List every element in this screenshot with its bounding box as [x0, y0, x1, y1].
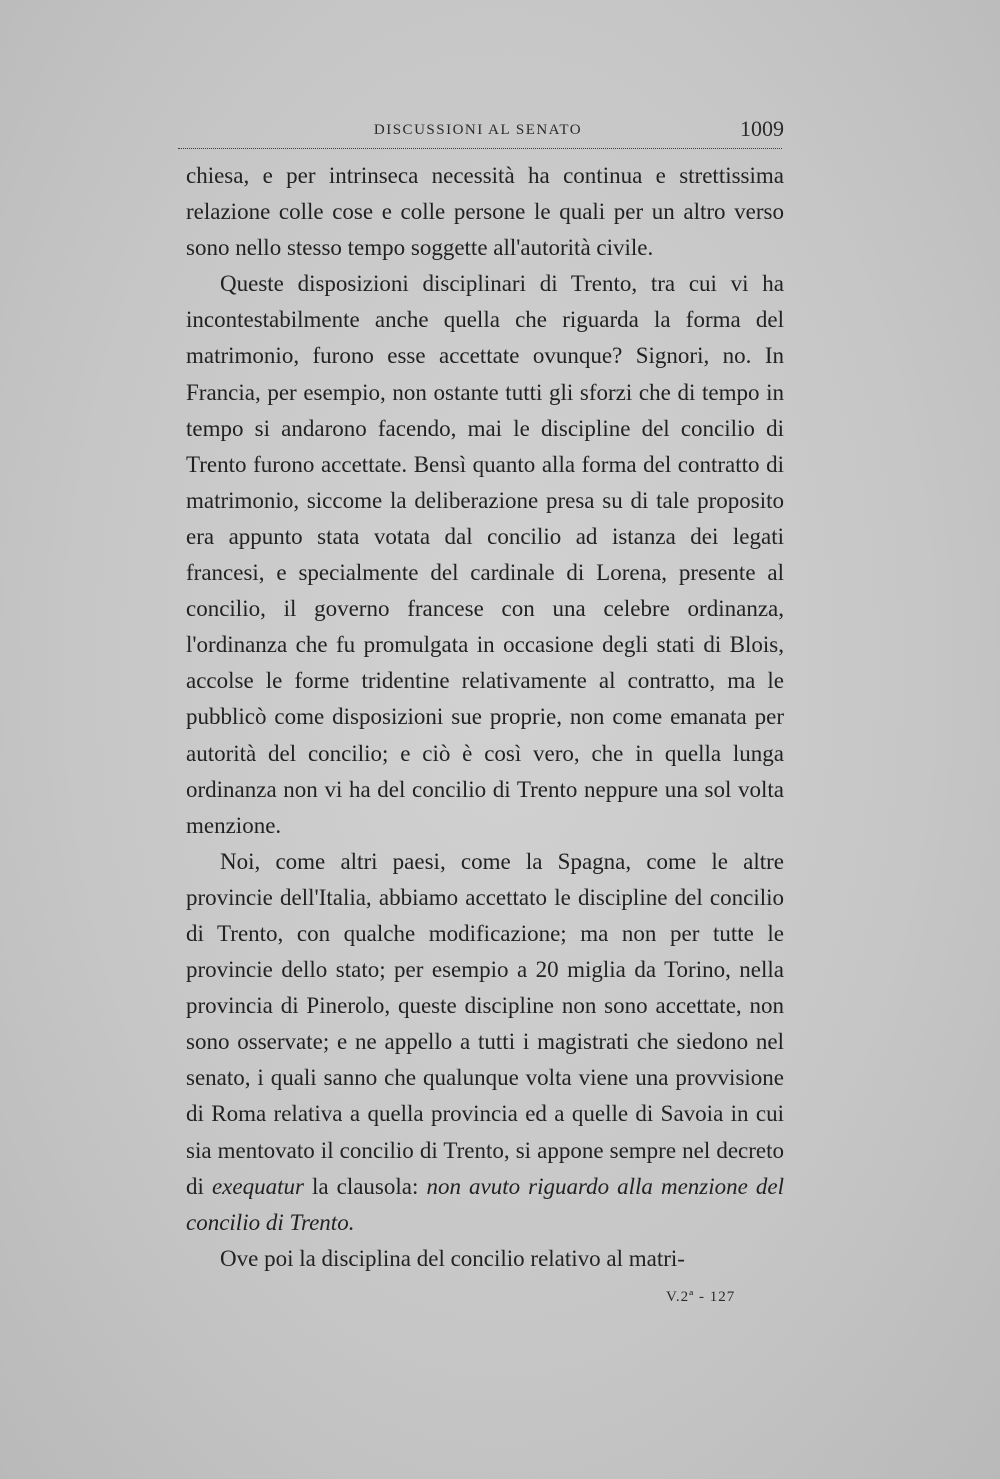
- signature-mark: V.2ª - 127: [666, 1289, 736, 1305]
- paragraph-4: Ove poi la disciplina del concilio relativo al matri-: [220, 1245, 685, 1271]
- paragraph-3: [186, 844, 784, 1241]
- italic-exequatur: exequatur: [211, 1173, 304, 1199]
- header-rule: [178, 148, 782, 149]
- page-number: 1009: [740, 116, 784, 141]
- page-header: [178, 112, 784, 152]
- paragraph-1: chiesa, e per intrinseca necessità ha continua e strettissima relazione colle cose e colle persone le quali per un altro verso sono nello stesso tempo soggette all'autorità civile.: [186, 163, 784, 261]
- running-title: DISCUSSIONI AL SENATO: [373, 122, 583, 138]
- paragraph-3-text: Noi, come altri paesi, come la Spagna, come le altre provincie dell'Italia, abbiamo accettato le discipline del concilio di Trento, con qualche modificazione; ma non per tutte le provincie dello stato; per esempio a 20 miglia da Torino, nella provincia di Pinerolo, queste discipline non sono accettate, non sono osservate; e ne appello a tutti i magistrati che siedono nel senato, i quali sanno che qualunque volta viene una provvisione di Roma relativa a quella provincia ed a quelle di Savoia in cui sia mentovato il concilio di Trento, si appone sempre nel decreto di: [186, 848, 784, 1199]
- body-text: [186, 158, 784, 1277]
- paragraph-2: Queste disposizioni disciplinari di Trento, tra cui vi ha incontestabilmente anche quella che riguarda la forma del matrimonio, furono esse accettate ovunque? Signori, no. In Francia, per esempio, non ostante tutti gli sforzi che di tempo in tempo si andarono facendo, mai le discipline del concilio di Trento furono accettate. Bensì quanto alla forma del contratto di matrimonio, siccome la deliberazione presa su di tale proposito era appunto stata votata dal concilio ad istanza dei legati francesi, e specialmente del cardinale di Lorena, presente al concilio, il governo francese con una celebre ordinanza, l'ordinanza che fu promulgata in occasione degli stati di Blois, accolse le forme tridentine relativamente al contratto, ma le pubblicò come disposizioni sue proprie, non come emanata per autorità del concilio; e ciò è così vero, che in quella lunga ordinanza non vi ha del concilio di Trento neppure una sol volta menzione.: [186, 271, 784, 838]
- paragraph-3-text-2: la clausola:: [303, 1173, 427, 1199]
- italic-clause: non avuto riguardo alla menzione del concilio di Trento.: [186, 1173, 784, 1235]
